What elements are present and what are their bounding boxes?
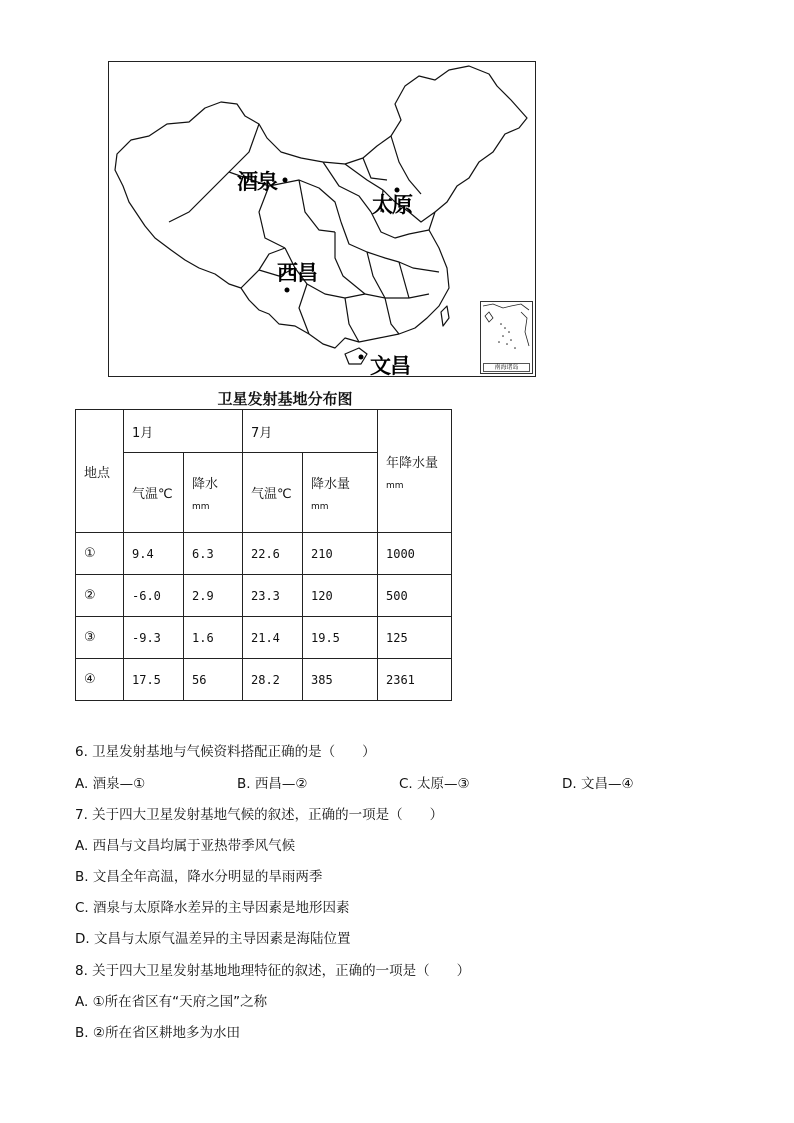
cell-jul-precip: 385 bbox=[303, 659, 378, 701]
q6-option-a: A. 酒泉—① bbox=[75, 776, 146, 792]
cell-place: ② bbox=[76, 575, 124, 617]
cell-jan-precip: 6.3 bbox=[184, 533, 243, 575]
q7-option-d: D. 文昌与太原气温差异的主导因素是海陆位置 bbox=[75, 931, 351, 947]
q6-option-d: D. 文昌—④ bbox=[562, 776, 634, 792]
cell-place: ③ bbox=[76, 617, 124, 659]
cell-jul-temp: 23.3 bbox=[243, 575, 303, 617]
china-outline bbox=[109, 62, 537, 378]
cell-place: ④ bbox=[76, 659, 124, 701]
cell-annual: 1000 bbox=[378, 533, 452, 575]
city-label-xichang: 西昌 bbox=[277, 261, 317, 285]
cell-jul-temp: 22.6 bbox=[243, 533, 303, 575]
cell-jan-temp: -6.0 bbox=[124, 575, 184, 617]
cell-annual: 500 bbox=[378, 575, 452, 617]
china-map bbox=[108, 61, 536, 377]
header-july: 7月 bbox=[243, 410, 378, 453]
cell-jul-precip: 19.5 bbox=[303, 617, 378, 659]
header-jul-precip: 降水量 mm bbox=[303, 453, 378, 533]
cell-annual: 125 bbox=[378, 617, 452, 659]
table-row bbox=[76, 659, 452, 701]
cell-jul-precip: 210 bbox=[303, 533, 378, 575]
cell-jul-temp: 21.4 bbox=[243, 617, 303, 659]
map-caption: 卫星发射基地分布图 bbox=[217, 390, 353, 408]
header-january: 1月 bbox=[124, 410, 243, 453]
south-china-sea-inset bbox=[480, 301, 533, 374]
cell-jan-temp: 9.4 bbox=[124, 533, 184, 575]
cell-jan-precip: 2.9 bbox=[184, 575, 243, 617]
inset-outline bbox=[481, 302, 532, 364]
table-row bbox=[76, 533, 452, 575]
q8-option-a: A. ①所在省区有“天府之国”之称 bbox=[75, 994, 268, 1010]
inset-label: 南海诸岛 bbox=[483, 363, 530, 372]
climate-table bbox=[75, 409, 452, 701]
header-jul-temp: 气温℃ bbox=[243, 453, 303, 533]
q8-option-b: B. ②所在省区耕地多为水田 bbox=[75, 1025, 240, 1041]
cell-jan-precip: 56 bbox=[184, 659, 243, 701]
question-8: 8. 关于四大卫星发射基地地理特征的叙述，正确的一项是（ ） bbox=[75, 963, 471, 979]
table-row bbox=[76, 617, 452, 659]
q6-option-c: C. 太原—③ bbox=[399, 776, 470, 792]
cell-jan-temp: -9.3 bbox=[124, 617, 184, 659]
header-annual-precip: 年降水量 mm bbox=[378, 410, 452, 533]
question-7: 7. 关于四大卫星发射基地气候的叙述，正确的一项是（ ） bbox=[75, 807, 444, 823]
q7-option-a: A. 西昌与文昌均属于亚热带季风气候 bbox=[75, 838, 296, 854]
header-place: 地点 bbox=[76, 410, 124, 533]
header-jan-temp: 气温℃ bbox=[124, 453, 184, 533]
question-6: 6. 卫星发射基地与气候资料搭配正确的是（ ） bbox=[75, 744, 376, 760]
question-6-options bbox=[75, 772, 675, 792]
cell-jan-precip: 1.6 bbox=[184, 617, 243, 659]
table-row bbox=[76, 575, 452, 617]
header-jan-precip: 降水 mm bbox=[184, 453, 243, 533]
cell-jul-temp: 28.2 bbox=[243, 659, 303, 701]
q6-option-b: B. 西昌—② bbox=[237, 776, 308, 792]
cell-place: ① bbox=[76, 533, 124, 575]
city-label-taiyuan: 太原 bbox=[372, 193, 412, 217]
q7-option-c: C. 酒泉与太原降水差异的主导因素是地形因素 bbox=[75, 900, 350, 916]
city-label-jiuquan: 酒泉 bbox=[237, 170, 277, 194]
cell-annual: 2361 bbox=[378, 659, 452, 701]
city-label-wenchang: 文昌 bbox=[370, 354, 410, 378]
q7-option-b: B. 文昌全年高温，降水分明显的旱雨两季 bbox=[75, 869, 323, 885]
cell-jan-temp: 17.5 bbox=[124, 659, 184, 701]
cell-jul-precip: 120 bbox=[303, 575, 378, 617]
